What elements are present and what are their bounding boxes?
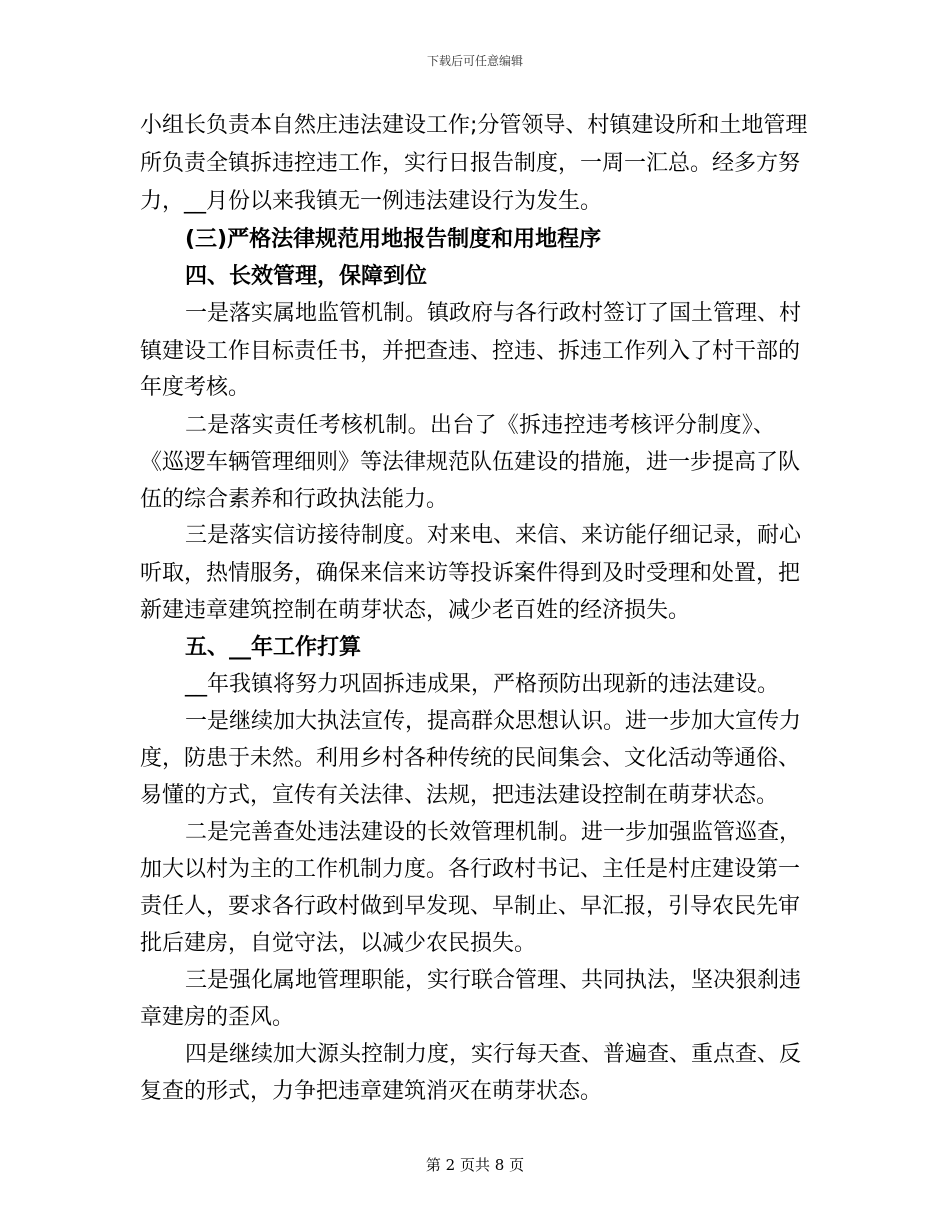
paragraph-line: 镇建设工作目标责任书，并把查违、控违、拆违工作列入了村干部的 [140,339,801,364]
paragraph-line: 所负责全镇拆违控违工作，实行日报告制度，一周一汇总。经多方努 [140,151,801,176]
paragraph-line: 三是强化属地管理职能，实行联合管理、共同执法，坚决狠刹违 [185,968,802,993]
paragraph-line: 四是继续加大源头控制力度，实行每天查、普遍查、重点查、反 [185,1042,802,1067]
paragraph-line: 听取，热情服务，确保来信来访等投诉案件得到及时受理和处置，把 [140,561,801,586]
paragraph-line: 批后建房，自觉守法，以减少农民损失。 [140,931,537,956]
section-heading: 五、__年工作打算 [185,635,362,660]
paragraph-line: 度，防患于未然。利用乡村各种传统的民间集会、文化活动等通俗、 [140,746,801,771]
paragraph-line: 易懂的方式，宣传有关法律、法规，把违法建设控制在萌芽状态。 [140,783,779,808]
paragraph-line: 加大以村为主的工作机制力度。各行政村书记、主任是村庄建设第一 [140,857,801,882]
section-heading: (三)严格法律规范用地报告制度和用地程序 [185,227,602,252]
paragraph-line: 二是完善查处违法建设的长效管理机制。进一步加强监管巡查， [185,820,802,845]
paragraph-line: 年度考核。 [140,375,251,400]
paragraph-line: 三是落实信访接待制度。对来电、来信、来访能仔细记录，耐心 [185,523,802,548]
paragraph-line: 新建违章建筑控制在萌芽状态，减少老百姓的经济损失。 [140,598,691,623]
paragraph-line: 小组长负责本自然庄违法建设工作;分管领导、村镇建设所和土地管理 [140,113,808,138]
page-header: 下载后可任意编辑 [426,54,523,68]
paragraph-line: 章建房的歪风。 [140,1005,295,1030]
paragraph-line: 力，__月份以来我镇无一例违法建设行为发生。 [140,189,603,214]
paragraph-line: 一是继续加大执法宣传，提高群众思想认识。进一步加大宣传力 [185,709,802,734]
page-footer: 第 2 页共 8 页 [425,1156,525,1174]
paragraph-line: 责任人，要求各行政村做到早发现、早制止、早汇报，引导农民先审 [140,894,801,919]
paragraph-line: 《巡逻车辆管理细则》等法律规范队伍建设的措施，进一步提高了队 [140,450,801,475]
paragraph-line: __年我镇将努力巩固拆违成果，严格预防出现新的违法建设。 [185,672,780,697]
paragraph-line: 二是落实责任考核机制。出台了《拆违控违考核评分制度》、 [185,413,775,438]
section-heading: 四、长效管理，保障到位 [185,264,428,289]
paragraph-line: 一是落实属地监管机制。镇政府与各行政村签订了国土管理、村 [185,301,802,326]
paragraph-line: 复查的形式，力争把违章建筑消灭在萌芽状态。 [140,1079,603,1104]
paragraph-line: 伍的综合素养和行政执法能力。 [140,487,449,512]
